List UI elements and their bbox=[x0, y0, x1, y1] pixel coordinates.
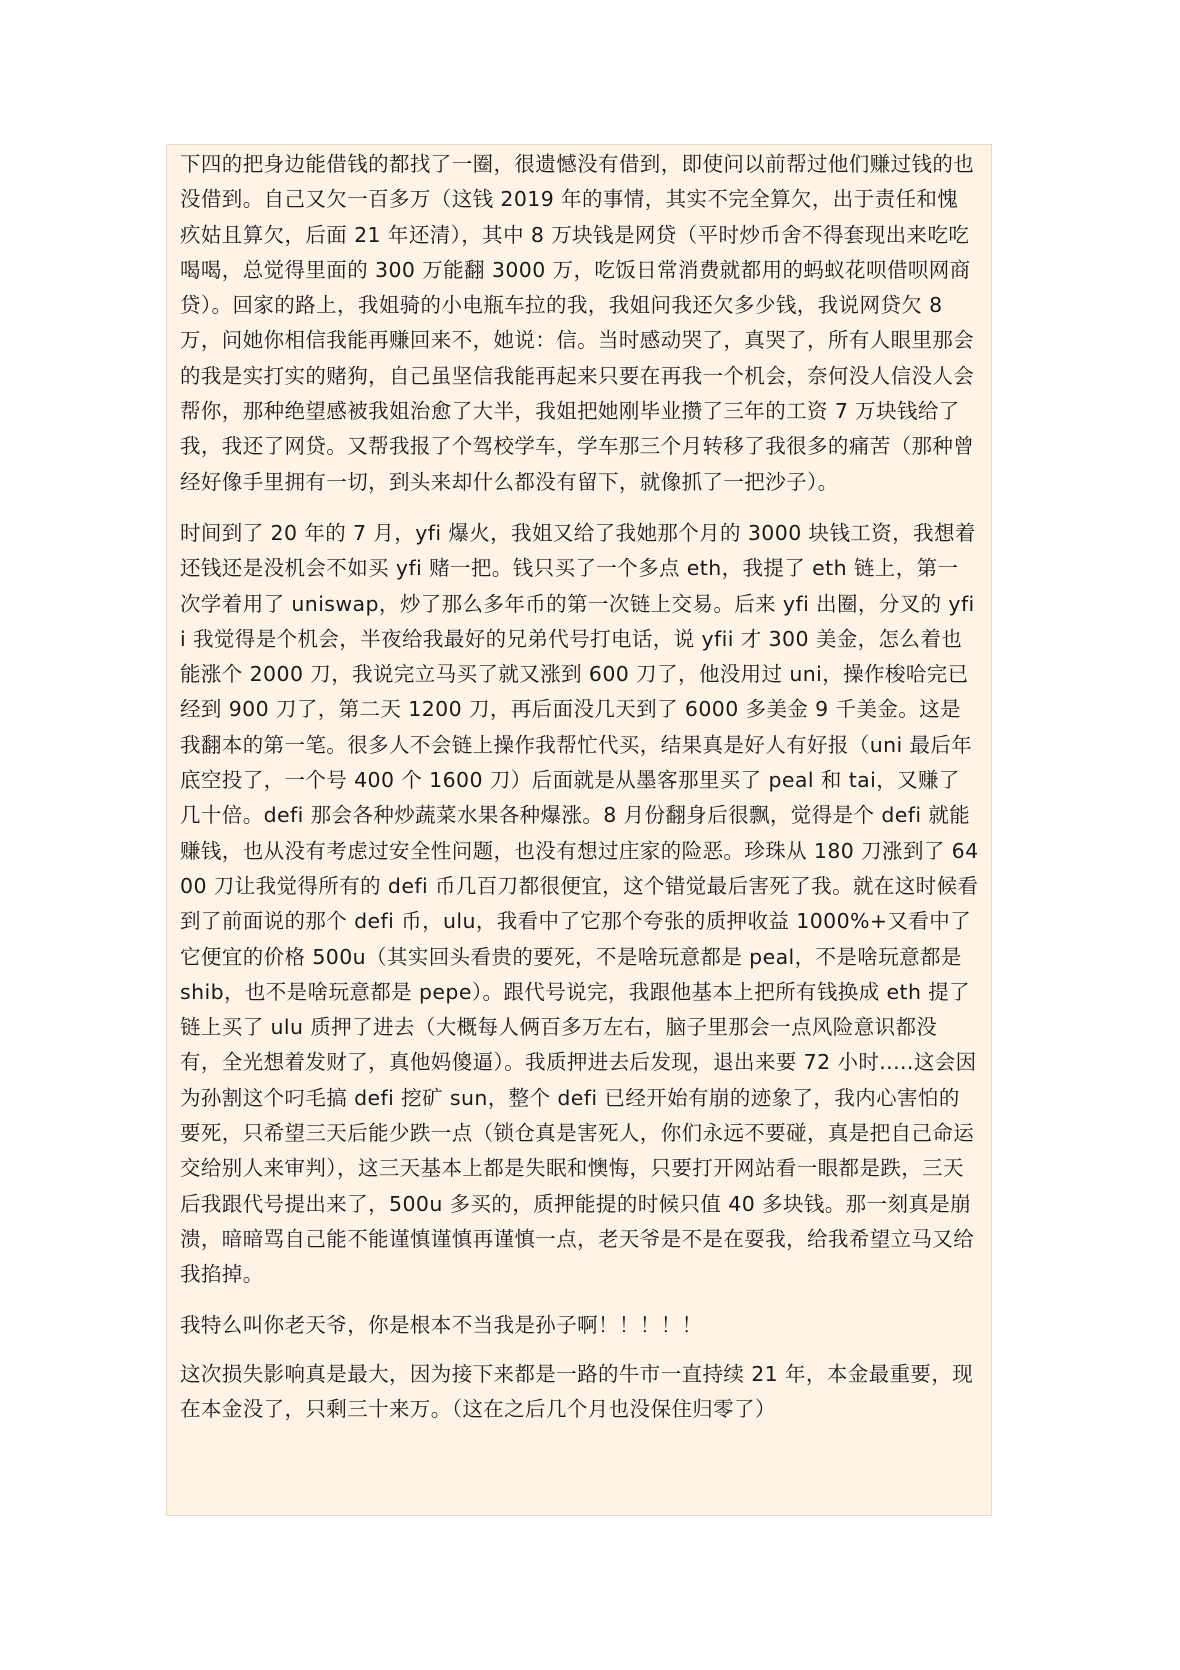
paragraph-3: 我特么叫你老天爷，你是根本不当我是孙子啊！！！！！ bbox=[180, 1312, 703, 1337]
paragraph-2: 时间到了 20 年的 7 月，yfi 爆火，我姐又给了我她那个月的 3000 块钱工资，我想着还钱还是没机会不如买 yfi 赌一把。钱只买了一个多点 eth，我提了 eth 链上，第一次学着用了 uniswap，炒了那么多年币的第一次链上交易。后来 yfi 出圈，分叉的 yfii 我觉得是个机会，半夜给我最好的兄弟代号打电话，说 yfii 才 300 美金，怎么着也能涨个 2000 刀，我说完立马买了就又涨到 600 刀了，他没用过 uni，操作梭哈完已经到 900 刀了，第二天 1200 刀，再后面没几天到了 6000 多美金 9 千美金。这是我翻本的第一笔。很多人不会链上操作我帮忙代买，结果真是好人有好报（uni 最后年底空投了，一个号 400 个 1600 刀）后面就是从墨客那里买了 peal 和 tai，又赚了几十倍。defi 那会各种炒蔬菜水果各种爆涨。8 月份翻身后很飘，觉得是个 defi 就能赚钱，也从没有考虑过安全性问题，也没有想过庄家的险恶。珍珠从 180 刀涨到了 6400 刀让我觉得所有的 defi 币几百刀都很便宜，这个错觉最后害死了我。就在这时候看到了前面说的那个 defi 币，ulu，我看中了它那个夸张的质押收益 1000%+又看中了它便宜的价格 500u（其实回头看贵的要死，不是啥玩意都是 peal，不是啥玩意都是 shib，也不是啥玩意都是 pepe）。跟代号说完，我跟他基本上把所有钱换成 eth 提了链上买了 ulu 质押了进去（大概每人俩百多万左右，脑子里那会一点风险意识都没有，全光想着发财了，真他妈傻逼）。我质押进去后发现，退出来要 72 小时.....这会因为孙割这个叼毛搞 defi 挖矿 sun，整个 defi 已经开始有崩的迹象了，我内心害怕的要死，只希望三天后能少跌一点（锁仓真是害死人，你们永远不要碰，真是把自己命运交给别人来审判），这三天基本上都是失眠和懊悔，只要打开网站看一眼都是跌，三天后我跟代号提出来了，500u 多买的，质押能提的时候只值 40 多块钱。那一刻真是崩溃，暗暗骂自己能不能谨慎谨慎再谨慎一点，老天爷是不是在耍我，给我希望立马又给我掐掉。 bbox=[180, 520, 979, 1287]
paragraph-4: 这次损失影响真是最大，因为接下来都是一路的牛市一直持续 21 年，本金最重要，现在本金没了，只剩三十来万。（这在之后几个月也没保住归零了） bbox=[180, 1361, 974, 1422]
paragraph-1: 下四的把身边能借钱的都找了一圈，很遗憾没有借到，即使问以前帮过他们赚过钱的也没借到。自己又欠一百多万（这钱 2019 年的事情，其实不完全算欠，出于责任和愧疚姑且算欠，后面 21 年还清），其中 8 万块钱是网贷（平时炒币舍不得套现出来吃吃喝喝，总觉得里面的 300 万能翻 3000 万，吃饭日常消费就都用的蚂蚁花呗借呗网商贷）。回家的路上，我姐骑的小电瓶车拉的我，我姐问我还欠多少钱，我说网贷欠 8 万，问她你相信我能再赚回来不，她说：信。当时感动哭了，真哭了，所有人眼里那会的我是实打实的赌狗，自己虽坚信我能再起来只要在再我一个机会，奈何没人信没人会帮你，那种绝望感被我姐治愈了大半，我姐把她刚毕业攒了三年的工资 7 万块钱给了我，我还了网贷。又帮我报了个驾校学车，学车那三个月转移了我很多的痛苦（那种曾经好像手里拥有一切，到头来却什么都没有留下，就像抓了一把沙子）。 bbox=[180, 152, 975, 494]
story-text-box bbox=[166, 144, 992, 1516]
